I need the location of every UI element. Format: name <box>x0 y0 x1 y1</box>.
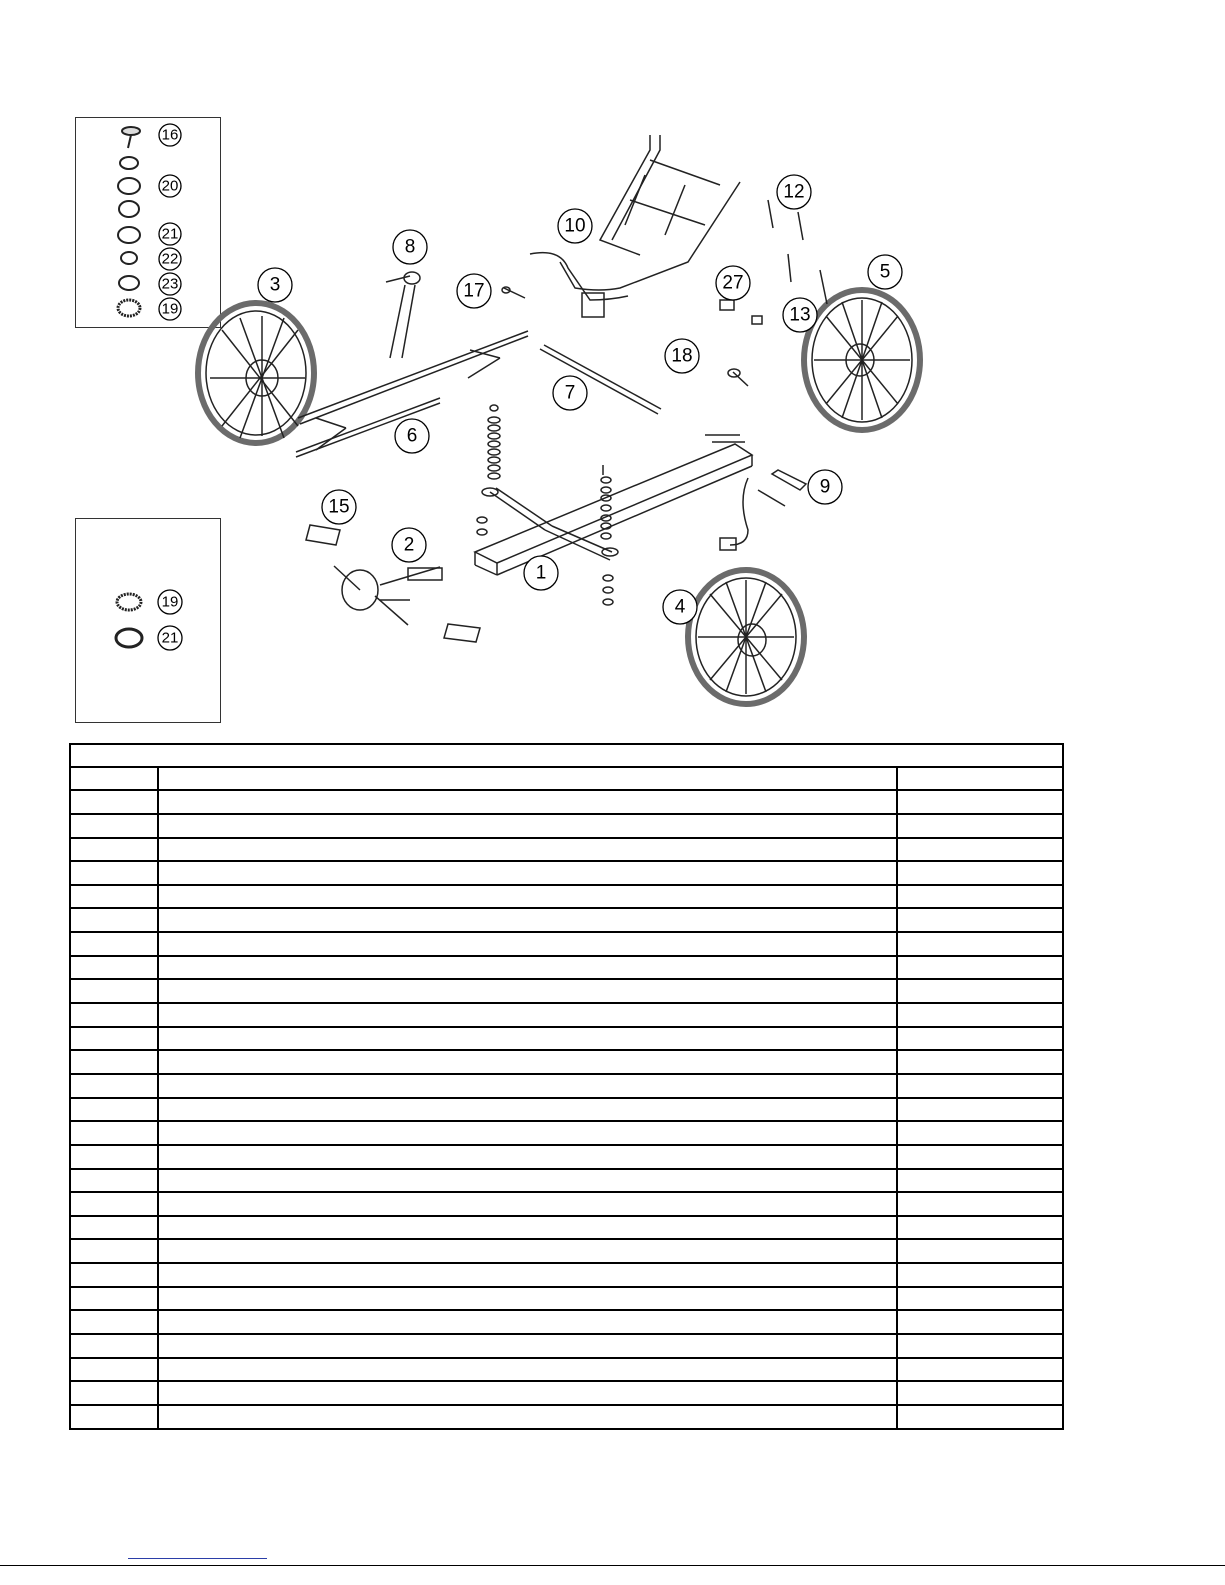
callout-20: 20 <box>161 177 179 195</box>
cell-qty <box>897 1027 1063 1051</box>
cell-qty <box>897 1003 1063 1027</box>
small-parts-drawing <box>502 287 762 386</box>
cell-qty <box>897 1074 1063 1098</box>
cell-description <box>158 1310 897 1334</box>
table-row <box>70 1381 1063 1405</box>
cell-no <box>70 908 158 932</box>
cell-no <box>70 1145 158 1169</box>
cell-no <box>70 885 158 909</box>
callout-9: 9 <box>819 476 831 498</box>
callout-5: 5 <box>879 261 891 283</box>
callout-3: 3 <box>269 274 281 296</box>
cell-description <box>158 1050 897 1074</box>
table-row <box>70 1310 1063 1334</box>
cell-qty <box>897 885 1063 909</box>
callout-7: 7 <box>564 382 576 404</box>
cell-no <box>70 1287 158 1311</box>
cell-no <box>70 1216 158 1240</box>
cell-description <box>158 1169 897 1193</box>
callout-10: 10 <box>564 215 586 237</box>
cell-no <box>70 1239 158 1263</box>
table-row <box>70 1334 1063 1358</box>
callout-8: 8 <box>404 236 416 258</box>
table-row <box>70 1192 1063 1216</box>
cell-description <box>158 861 897 885</box>
wheel-5-drawing <box>804 290 920 430</box>
table-row <box>70 1216 1063 1240</box>
cell-qty <box>897 956 1063 980</box>
cell-no <box>70 1263 158 1287</box>
callout-15: 15 <box>328 496 350 518</box>
table-row <box>70 1003 1063 1027</box>
table-row <box>70 1405 1063 1429</box>
cell-qty <box>897 1381 1063 1405</box>
table-row <box>70 814 1063 838</box>
table-row <box>70 790 1063 814</box>
table-row <box>70 956 1063 980</box>
cell-description <box>158 1121 897 1145</box>
cell-description <box>158 838 897 862</box>
cell-qty <box>897 1145 1063 1169</box>
cell-description <box>158 790 897 814</box>
table-row <box>70 1027 1063 1051</box>
cell-qty <box>897 1192 1063 1216</box>
cell-description <box>158 908 897 932</box>
cell-qty <box>897 838 1063 862</box>
callout-21: 21 <box>161 225 179 243</box>
brake-lever-drawing <box>720 470 806 550</box>
callout-12: 12 <box>783 181 805 203</box>
header-cell-qty <box>897 767 1063 791</box>
cell-qty <box>897 1121 1063 1145</box>
cell-qty <box>897 814 1063 838</box>
cell-description <box>158 1145 897 1169</box>
cell-no <box>70 1310 158 1334</box>
cell-description <box>158 885 897 909</box>
cell-no <box>70 932 158 956</box>
cell-qty <box>897 1216 1063 1240</box>
cell-description <box>158 1358 897 1382</box>
trike-exploded-view <box>0 0 1225 730</box>
cell-qty <box>897 932 1063 956</box>
callout-16: 16 <box>161 126 179 144</box>
cell-no <box>70 1050 158 1074</box>
cell-description <box>158 932 897 956</box>
cell-no <box>70 1334 158 1358</box>
crank-assembly-drawing <box>334 566 442 625</box>
table-row <box>70 861 1063 885</box>
main-frame-drawing <box>475 435 752 575</box>
cell-qty <box>897 1310 1063 1334</box>
cell-description <box>158 1027 897 1051</box>
table-row <box>70 1145 1063 1169</box>
table-row <box>70 1263 1063 1287</box>
table-row <box>70 1239 1063 1263</box>
header-cell-description <box>158 767 897 791</box>
cell-description <box>158 956 897 980</box>
cell-qty <box>897 1239 1063 1263</box>
table-title-cell <box>70 744 1063 767</box>
callout-13: 13 <box>789 304 811 326</box>
cell-no <box>70 838 158 862</box>
callout-2: 2 <box>403 534 415 556</box>
cell-qty <box>897 908 1063 932</box>
cell-qty <box>897 1287 1063 1311</box>
cell-description <box>158 1216 897 1240</box>
table-row <box>70 838 1063 862</box>
cell-description <box>158 1074 897 1098</box>
cell-no <box>70 956 158 980</box>
cell-qty <box>897 1405 1063 1429</box>
cell-no <box>70 1192 158 1216</box>
callout-4: 4 <box>674 596 686 618</box>
table-header-row <box>70 767 1063 791</box>
header-cell-no <box>70 767 158 791</box>
cell-no <box>70 1381 158 1405</box>
table-row <box>70 1358 1063 1382</box>
callout-22: 22 <box>161 250 179 268</box>
table-row <box>70 1050 1063 1074</box>
table-row <box>70 908 1063 932</box>
callout-6: 6 <box>406 425 418 447</box>
callout-27: 27 <box>722 272 744 294</box>
table-row <box>70 1121 1063 1145</box>
parts-list-table <box>69 743 1064 1430</box>
cell-no <box>70 1098 158 1122</box>
cell-description <box>158 814 897 838</box>
cell-description <box>158 1003 897 1027</box>
headset-stack-right <box>601 465 613 605</box>
cell-description <box>158 1263 897 1287</box>
cell-description <box>158 1334 897 1358</box>
cell-qty <box>897 1169 1063 1193</box>
cell-description <box>158 1098 897 1122</box>
cell-description <box>158 1192 897 1216</box>
cell-qty <box>897 1358 1063 1382</box>
cell-description <box>158 1381 897 1405</box>
cell-description <box>158 1287 897 1311</box>
callout-18: 18 <box>671 345 693 367</box>
cell-no <box>70 1358 158 1382</box>
table-row <box>70 1074 1063 1098</box>
cell-qty <box>897 979 1063 1003</box>
table-row <box>70 1287 1063 1311</box>
table-title-row <box>70 744 1063 767</box>
cell-description <box>158 1239 897 1263</box>
footer-rule <box>0 1565 1225 1566</box>
cell-no <box>70 1074 158 1098</box>
cell-no <box>70 1405 158 1429</box>
footer-link-underline[interactable] <box>128 1558 267 1559</box>
cell-qty <box>897 1050 1063 1074</box>
callout-21-bottom: 21 <box>161 629 179 647</box>
table-row <box>70 885 1063 909</box>
table-row <box>70 1098 1063 1122</box>
cell-no <box>70 979 158 1003</box>
cell-qty <box>897 861 1063 885</box>
cell-no <box>70 814 158 838</box>
table-row <box>70 1169 1063 1193</box>
cell-description <box>158 979 897 1003</box>
cell-no <box>70 1121 158 1145</box>
cell-no <box>70 790 158 814</box>
table-row <box>70 932 1063 956</box>
callout-17: 17 <box>463 280 485 302</box>
cell-no <box>70 1003 158 1027</box>
wheel-4-drawing <box>688 570 804 704</box>
cell-no <box>70 1027 158 1051</box>
kingpin-drawing <box>386 272 420 358</box>
cell-description <box>158 1405 897 1429</box>
headset-stack-left <box>477 405 500 535</box>
cell-no <box>70 861 158 885</box>
cell-qty <box>897 1334 1063 1358</box>
cell-no <box>70 1169 158 1193</box>
table-row <box>70 979 1063 1003</box>
cell-qty <box>897 1098 1063 1122</box>
callout-23: 23 <box>161 275 179 293</box>
cell-qty <box>897 790 1063 814</box>
axle-pins-drawing <box>768 200 827 304</box>
callout-19-bottom: 19 <box>161 593 179 611</box>
cell-qty <box>897 1263 1063 1287</box>
callout-19: 19 <box>161 300 179 318</box>
wheel-3-drawing <box>198 303 314 443</box>
callout-1: 1 <box>535 562 547 584</box>
